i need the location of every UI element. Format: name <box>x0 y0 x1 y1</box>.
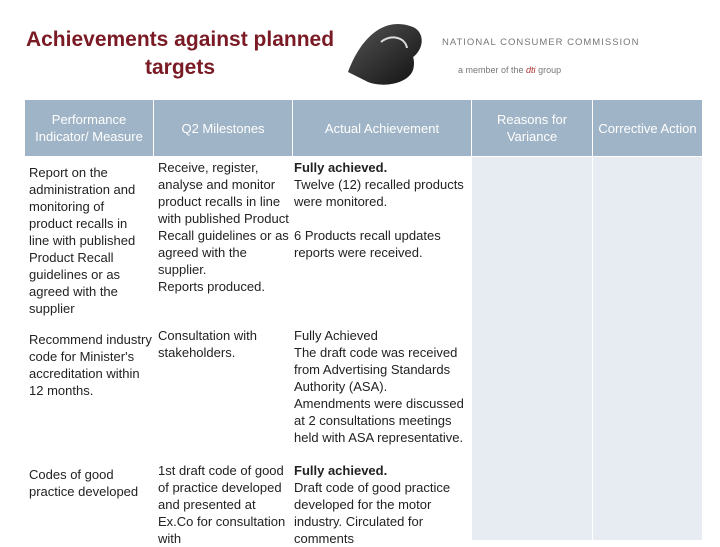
row3-milestone: 1st draft code of good of practice developed and presented at Ex.Co for consultation with <box>158 463 286 546</box>
row1-indicator: Report on the administration and monitoring of product recalls in line with published Product Recall guidelines or as agreed with the supplier <box>29 165 136 316</box>
row1-actual: Fully achieved. Twelve (12) recalled products were monitored. 6 Products recall updates reports were received. <box>294 160 464 260</box>
page-title: Achievements against planned targets <box>25 28 335 79</box>
header-actual: Actual Achievement <box>293 100 471 156</box>
org-name: NATIONAL CONSUMER COMMISSION <box>442 37 640 48</box>
org-tagline: a member of the dti group <box>458 65 562 75</box>
header-reasons: Reasons for Variance <box>472 100 592 156</box>
commission-logo <box>343 12 603 92</box>
reasons-column <box>472 157 592 540</box>
row2-actual: Fully Achieved The draft code was received from Advertising Standards Authority (ASA). Amendments were discussed at 2 consultations meetings held with ASA representative. <box>294 328 464 445</box>
row1-milestone: Receive, register, analyse and monitor product recalls in line with published Product Recall guidelines or as agreed with the supplier. Reports produced. <box>158 160 289 294</box>
row3-actual: Fully achieved. Draft code of good practice developed for the motor industry. Circulated for comments <box>294 463 451 546</box>
ribbon-logo-icon <box>343 12 443 92</box>
row2-indicator: Recommend industry code for Minister's accreditation within 12 months. <box>29 332 152 398</box>
header-corrective: Corrective Action <box>593 100 702 156</box>
header-indicator: Performance Indicator/ Measure <box>25 100 153 156</box>
row3-indicator: Codes of good practice developed <box>29 467 139 499</box>
row2-milestone: Consultation with stakeholders. <box>158 328 257 360</box>
corrective-column <box>593 157 702 540</box>
header-milestones: Q2 Milestones <box>154 100 292 156</box>
